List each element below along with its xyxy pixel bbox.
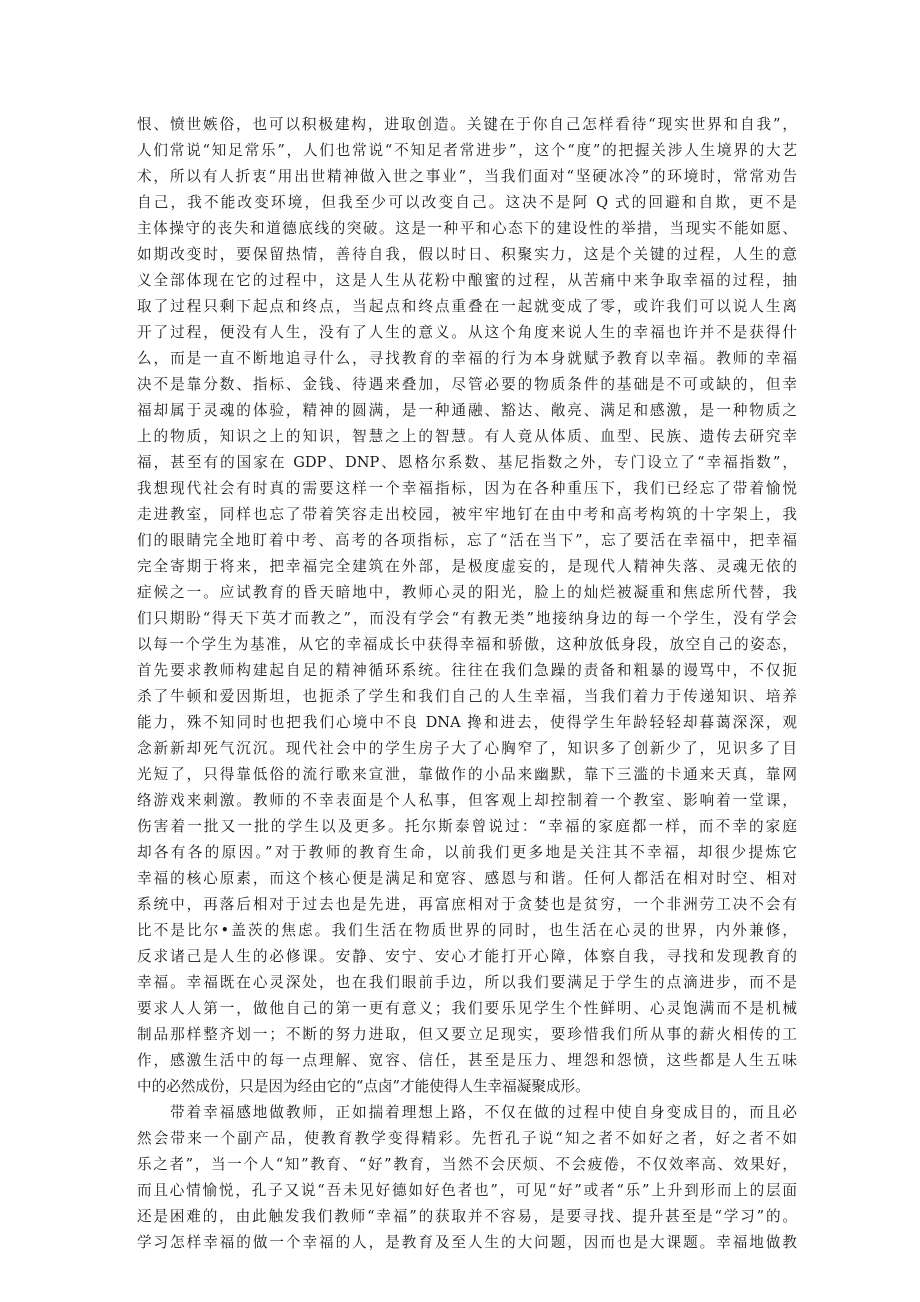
text-line: 却各有各的原因。”对于教师的教育生命，以前我们更多地是关注其不幸福，却很少提炼它 xyxy=(137,844,797,861)
text-line: 上的物质，知识之上的知识，智慧之上的智慧。有人竟从体质、血型、民族、遗传去研究幸 xyxy=(137,428,797,445)
text-line: 然会带来一个副产品，使教育教学变得精彩。先哲孔子说“知之者不如好之者，好之者不如 xyxy=(137,1130,797,1147)
text-line: 义全部体现在它的过程中，这是人生从花粉中酿蜜的过程，从苦痛中来争取幸福的过程，抽 xyxy=(137,272,797,289)
text-line: 幸福。幸福既在心灵深处，也在我们眼前手边，所以我们要满足于学生的点滴进步，而不是 xyxy=(137,974,797,991)
text-line: 取了过程只剩下起点和终点，当起点和终点重叠在一起就变成了零，或许我们可以说人生离 xyxy=(137,298,797,315)
text-line: 们只期盼“得天下英才而教之”，而没有学会“有教无类”地接纳身边的每一个学生，没有学会 xyxy=(137,610,797,627)
text-line: 么，而是一直不断地追寻什么，寻找教育的幸福的行为本身就赋予教育以幸福。教师的幸福 xyxy=(137,350,797,367)
text-line: 决不是靠分数、指标、金钱、待遇来叠加，尽管必要的物质条件的基础是不可或缺的，但幸 xyxy=(137,376,797,393)
text-line: 恨、愤世嫉俗，也可以积极建构，进取创造。关键在于你自己怎样看待“现实世界和自我”， xyxy=(137,116,797,133)
text-line: 首先要求教师构建起自足的精神循环系统。往往在我们急躁的责备和粗暴的谩骂中，不仅扼 xyxy=(137,662,797,679)
text-line: 术，所以有人折衷“用出世精神做入世之事业”，当我们面对“坚硬冰冷”的环境时，常常劝告 xyxy=(137,168,797,185)
paragraph-start-line: 带着幸福感地做教师，正如揣着理想上路，不仅在做的过程中使自身变成目的，而且必 xyxy=(170,1104,797,1121)
text-line: 幸福的核心原素，而这个核心便是满足和宽容、感恩与和谐。任何人都活在相对时空、相对 xyxy=(137,870,797,887)
text-line: 我想现代社会有时真的需要这样一个幸福指标，因为在各种重压下，我们已经忘了带着愉悦 xyxy=(137,480,797,497)
text-line: 走进教室，同样也忘了带着笑容走出校园，被牢牢地钉在由中考和高考构筑的十字架上，我 xyxy=(137,506,797,523)
text-line: 开了过程，便没有人生，没有了人生的意义。从这个角度来说人生的幸福也许并不是获得什 xyxy=(137,324,797,341)
text-line: 如期改变时，要保留热情，善待自我，假以时日、积聚实力，这是个关键的过程，人生的意 xyxy=(137,246,797,263)
text-line: 乐之者”，当一个人“知”教育、“好”教育，当然不会厌烦、不会疲倦，不仅效率高、效果好， xyxy=(137,1156,797,1173)
text-line: 杀了牛顿和爱因斯坦，也扼杀了学生和我们自己的人生幸福，当我们着力于传递知识、培养 xyxy=(137,688,797,705)
text-line: 伤害着一批又一批的学生以及更多。托尔斯泰曾说过：“幸福的家庭都一样，而不幸的家庭 xyxy=(137,818,797,835)
text-line: 能力，殊不知同时也把我们心境中不良 DNA 搀和进去，使得学生年龄轻轻却暮蔼深深，观 xyxy=(137,714,797,731)
text-line: 要求人人第一，做他自己的第一更有意义；我们要乐见学生个性鲜明、心灵饱满而不是机械 xyxy=(137,1000,797,1017)
text-line: 还是困难的，由此触发我们教师“幸福”的获取并不容易，是要寻找、提升甚至是“学习”的。 xyxy=(137,1208,797,1225)
text-line: 而且心情愉悦，孔子又说“吾未见好德如好色者也”，可见“好”或者“乐”上升到形而上的层面 xyxy=(137,1182,797,1199)
text-line: 自己，我不能改变环境，但我至少可以改变自己。这决不是阿 Q 式的回避和自欺，更不是 xyxy=(137,194,797,211)
text-line: 症候之一。应试教育的昏天暗地中，教师心灵的阳光，脸上的灿烂被凝重和焦虑所代替，我 xyxy=(137,584,797,601)
text-line: 以每一个学生为基准，从它的幸福成长中获得幸福和骄傲，这种放低身段，放空自己的姿态， xyxy=(137,636,797,653)
text-line: 系统中，再落后相对于过去也是先进，再富庶相对于贪婪也是贫穷，一个非洲劳工决不会有 xyxy=(137,896,797,913)
text-line: 比不是比尔•盖茨的焦虑。我们生活在物质世界的同时，也生活在心灵的世界，内外兼修， xyxy=(137,922,797,939)
text-line: 人们常说“知足常乐”，人们也常说“不知足者常进步”，这个“度”的把握关涉人生境界的大艺 xyxy=(137,142,797,159)
text-line: 络游戏来刺激。教师的不幸表面是个人私事，但客观上却控制着一个教室、影响着一堂课， xyxy=(137,792,797,809)
text-line: 完全寄期于将来，把幸福完全建筑在外部，是极度虚妄的，是现代人精神失落、灵魂无依的 xyxy=(137,558,797,575)
text-line: 福却属于灵魂的体验，精神的圆满，是一种通融、豁达、敞亮、满足和感激，是一种物质之 xyxy=(137,402,797,419)
text-line: 们的眼睛完全地盯着中考、高考的各项指标，忘了“活在当下”，忘了要活在幸福中，把幸福 xyxy=(137,532,797,549)
text-line: 主体操守的丧失和道德底线的突破。这是一种平和心态下的建设性的举措，当现实不能如愿、 xyxy=(137,220,797,237)
text-line: 反求诸己是人生的必修课。安静、安宁、安心才能打开心障，体察自我，寻找和发现教育的 xyxy=(137,948,797,965)
text-line: 作，感激生活中的每一点理解、宽容、信任，甚至是压力、埋怨和怨愤，这些都是人生五味 xyxy=(137,1052,797,1069)
text-line: 念新新却死气沉沉。现代社会中的学生房子大了心胸窄了，知识多了创新少了，见识多了目 xyxy=(137,740,797,757)
text-line: 光短了，只得靠低俗的流行歌来宣泄，靠做作的小品来幽默，靠下三滥的卡通来天真，靠网 xyxy=(137,766,797,783)
text-line: 学习怎样幸福的做一个幸福的人，是教育及至人生的大问题，因而也是大课题。幸福地做教 xyxy=(137,1234,797,1251)
paragraph-end-line: 中的必然成份，只是因为经由它的“点卤”才能使得人生幸福凝聚成形。 xyxy=(137,1078,590,1095)
text-line: 福，甚至有的国家在 GDP、DNP、恩格尔系数、基尼指数之外，专门设立了“幸福指数”， xyxy=(137,454,797,471)
text-line: 制品那样整齐划一；不断的努力进取，但又要立足现实，要珍惜我们所从事的薪火相传的工 xyxy=(137,1026,797,1043)
